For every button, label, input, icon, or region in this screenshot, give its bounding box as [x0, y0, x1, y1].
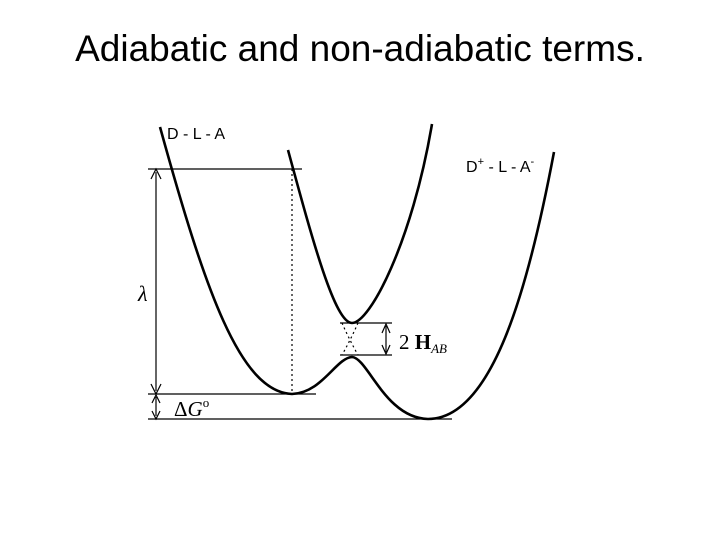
coupling-arrow: [382, 324, 390, 354]
upper-adiabatic-curve: [288, 124, 432, 323]
diabatic-crossing-dots: [342, 323, 358, 355]
slide-title: Adiabatic and non-adiabatic terms.: [75, 28, 645, 69]
lambda-label: λ: [138, 281, 148, 306]
lambda-arrow: [151, 169, 161, 394]
coupling-label: 2 HAB: [399, 330, 447, 356]
right-curve-label: D+ - L - A-: [466, 156, 535, 176]
left-curve-label: D - L - A: [167, 126, 226, 143]
delta-g-arrow: [152, 395, 160, 419]
delta-g-label: $\Delta G^o$: [174, 395, 210, 421]
